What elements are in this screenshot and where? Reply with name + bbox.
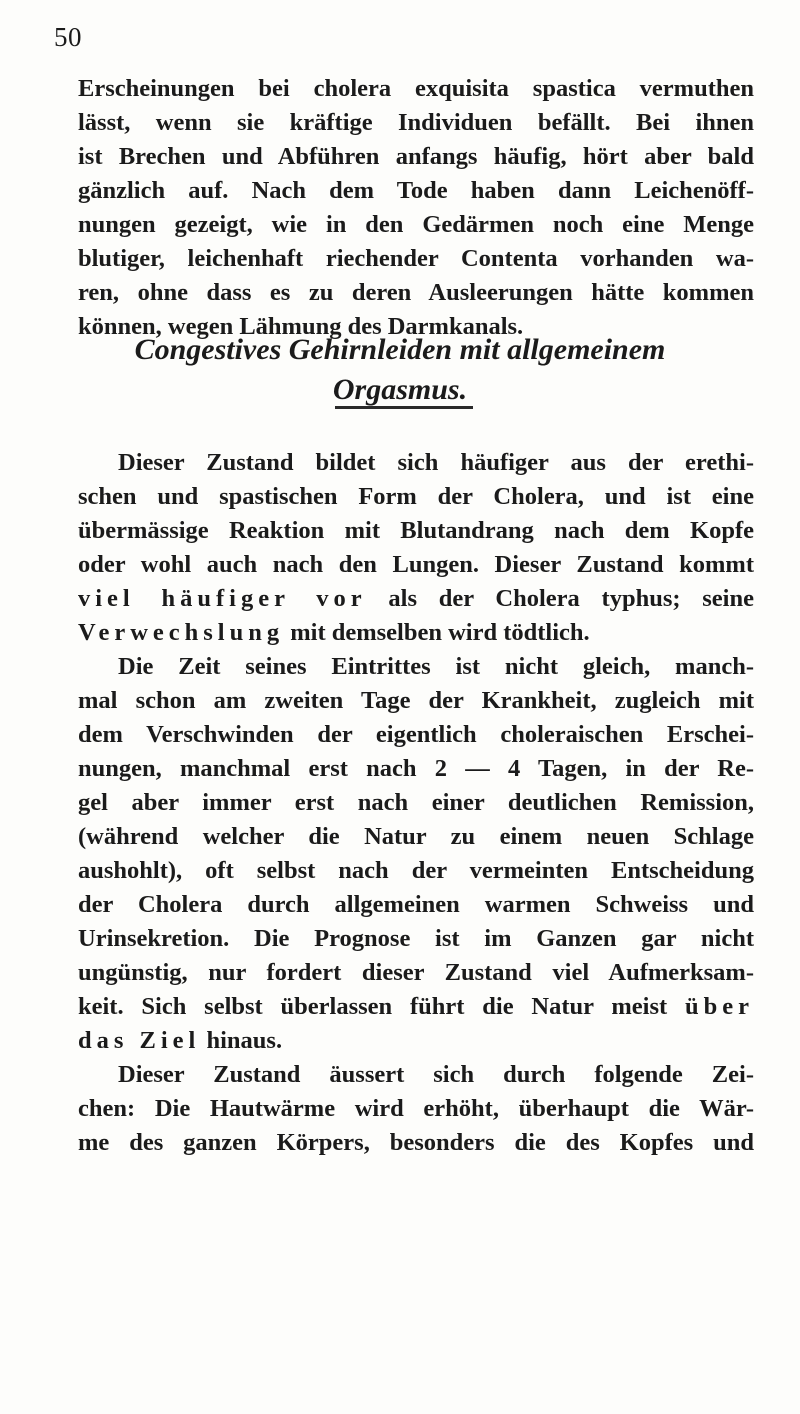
- text-line: dem Verschwinden der eigentlich choleraischen Erschei-: [78, 721, 754, 748]
- text-line: übermässige Reaktion mit Blutandrang nach dem Kopfe: [78, 517, 754, 544]
- text-line: Erscheinungen bei cholera exquisita spastica vermuthen: [78, 75, 754, 102]
- text-line: aushohlt), oft selbst nach der vermeinten Entscheidung: [78, 857, 754, 884]
- text-line: nungen gezeigt, wie in den Gedärmen noch eine Menge: [78, 211, 754, 238]
- section-body: [78, 446, 754, 1160]
- paragraph-cholera-spastica: [78, 72, 754, 344]
- text-line: blutiger, leichenhaft riechender Contenta vorhanden wa-: [78, 245, 754, 272]
- text-fragment: keit. Sich selbst überlassen führt die Natur meist: [78, 993, 668, 1020]
- text-line: Dieser Zustand äussert sich durch folgende Zei-: [118, 1061, 754, 1088]
- text-line: ungünstig, nur fordert dieser Zustand viel Aufmerksam-: [78, 959, 754, 986]
- emphasis-spaced: Verwechslung: [78, 619, 285, 646]
- emphasis-spaced: das Ziel: [78, 1027, 201, 1054]
- text-line: lässt, wenn sie kräftige Individuen befällt. Bei ihnen: [78, 109, 754, 136]
- text-line: mal schon am zweiten Tage der Krankheit, zugleich mit: [78, 687, 754, 714]
- text-fragment: hinaus.: [200, 1027, 283, 1054]
- page-number: 50: [54, 22, 82, 52]
- text-line: [78, 990, 754, 1024]
- text-line: können, wegen Lähmung des Darmkanals.: [78, 313, 524, 340]
- text-line: der Cholera durch allgemeinen warmen Schweiss und: [78, 891, 754, 918]
- section-heading-line-1: Congestives Gehirnleiden mit allgemeinem: [134, 333, 666, 366]
- text-line: Die Zeit seines Eintrittes ist nicht gleich, manch-: [118, 653, 754, 680]
- text-line: (während welcher die Natur zu einem neuen Schlage: [78, 823, 754, 850]
- text-line: nungen, manchmal erst nach 2 — 4 Tagen, in der Re-: [78, 755, 754, 782]
- text-line: gel aber immer erst nach einer deutlichen Remission,: [78, 789, 754, 816]
- text-line: Urinsekretion. Die Prognose ist im Ganzen gar nicht: [78, 925, 754, 952]
- text-line: [78, 1024, 754, 1058]
- text-line: [78, 582, 754, 616]
- text-fragment: als der Cholera typhus; seine: [366, 585, 754, 612]
- text-line: chen: Die Hautwärme wird erhöht, überhaupt die Wär-: [78, 1095, 754, 1122]
- emphasis-spaced: über: [685, 993, 754, 1020]
- text-line: oder wohl auch nach den Lungen. Dieser Zustand kommt: [78, 551, 754, 578]
- text-line: [78, 616, 754, 650]
- text-line: me des ganzen Körpers, besonders die des Kopfes und: [78, 1129, 754, 1156]
- emphasis-spaced: viel häufiger vor: [78, 585, 367, 612]
- text-line: schen und spastischen Form der Cholera, und ist eine: [78, 483, 754, 510]
- text-line: ren, ohne dass es zu deren Ausleerungen hätte kommen: [78, 279, 754, 306]
- text-line: gänzlich auf. Nach dem Tode haben dann Leichenöff-: [78, 177, 754, 204]
- section-heading-line-2: Orgasmus.: [332, 373, 468, 406]
- text-line: Dieser Zustand bildet sich häufiger aus der erethi-: [118, 449, 754, 476]
- text-fragment: mit demselben wird tödtlich.: [284, 619, 590, 646]
- text-line: ist Brechen und Abführen anfangs häufig, hört aber bald: [78, 143, 754, 170]
